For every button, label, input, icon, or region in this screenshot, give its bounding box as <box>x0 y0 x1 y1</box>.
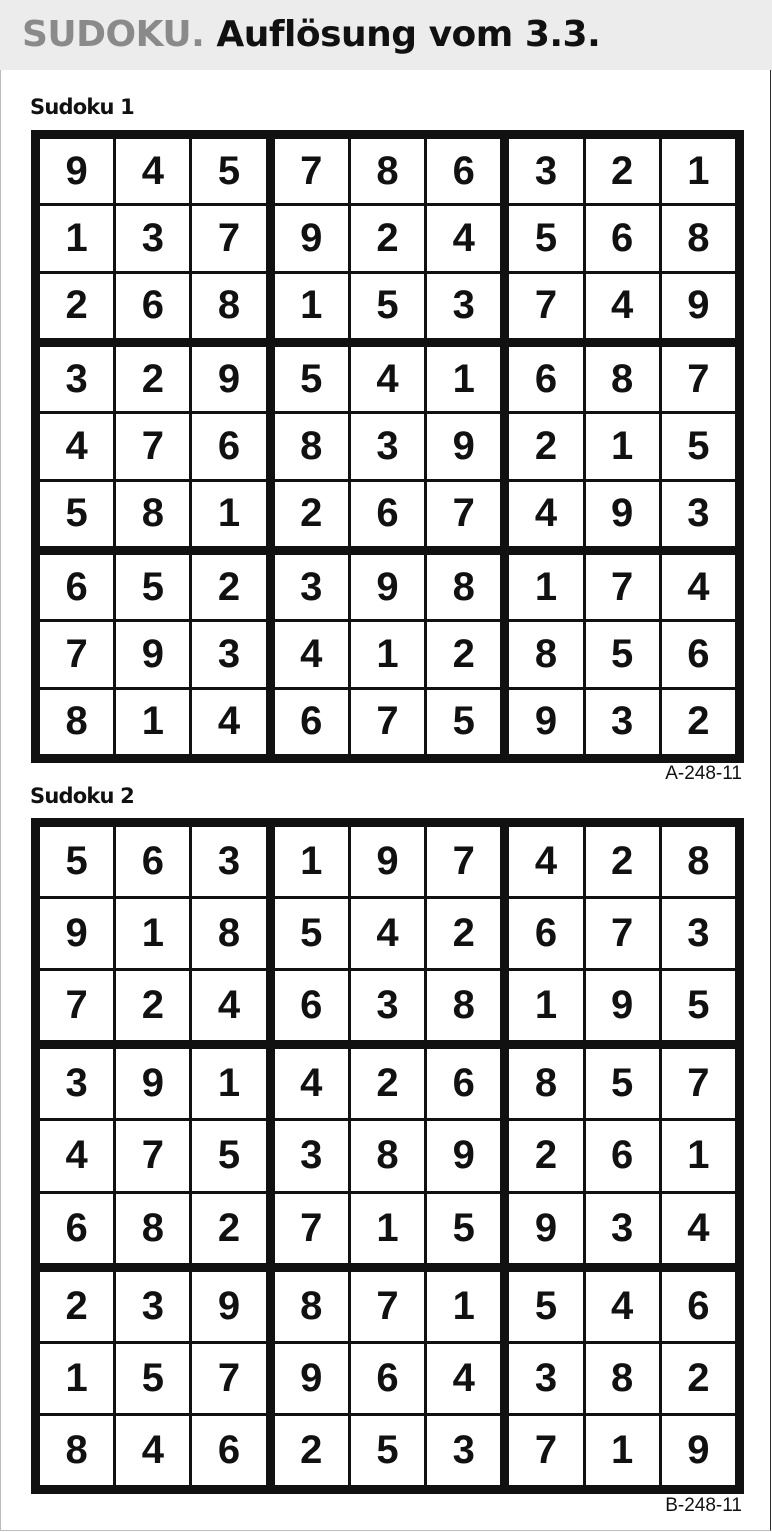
sudoku-cell: 2 <box>351 206 424 270</box>
sudoku-cell: 6 <box>192 414 265 478</box>
sudoku-cell: 5 <box>275 899 348 968</box>
sudoku-cell: 4 <box>40 1121 113 1190</box>
sudoku-cell: 9 <box>509 690 582 754</box>
sudoku-cell: 8 <box>427 971 500 1040</box>
sudoku-cell: 5 <box>662 414 735 478</box>
sudoku-cell: 7 <box>40 622 113 686</box>
sudoku-cell: 6 <box>427 1049 500 1118</box>
sudoku-cell: 7 <box>427 482 500 546</box>
sudoku-cell: 8 <box>40 690 113 754</box>
sudoku-cell: 4 <box>40 414 113 478</box>
sudoku-cell: 6 <box>509 347 582 411</box>
sudoku-cell: 4 <box>116 1416 189 1485</box>
sudoku-cell: 6 <box>116 827 189 896</box>
sudoku-cell: 3 <box>192 827 265 896</box>
sudoku-cell: 8 <box>509 622 582 686</box>
sudoku-cell: 6 <box>116 274 189 338</box>
sudoku-cell: 1 <box>662 139 735 203</box>
sudoku-cell: 7 <box>427 827 500 896</box>
sudoku-cell: 1 <box>586 414 659 478</box>
sudoku-cell: 2 <box>40 1272 113 1341</box>
sudoku-cell: 3 <box>116 206 189 270</box>
sudoku-cell: 5 <box>275 347 348 411</box>
sudoku-cell: 4 <box>192 971 265 1040</box>
sudoku-cell: 5 <box>351 1416 424 1485</box>
sudoku-cell: 8 <box>662 206 735 270</box>
sudoku-2-grid <box>31 818 744 1494</box>
sudoku-cell: 9 <box>275 1344 348 1413</box>
sudoku-cell: 1 <box>427 1272 500 1341</box>
sudoku-cell: 2 <box>116 347 189 411</box>
sudoku-cell: 6 <box>427 139 500 203</box>
sudoku-cell: 5 <box>116 555 189 619</box>
sudoku-cell: 7 <box>275 139 348 203</box>
sudoku-cell: 8 <box>427 555 500 619</box>
sudoku-2-code: B-248-11 <box>665 1495 742 1516</box>
sudoku-cell: 6 <box>586 1121 659 1190</box>
sudoku-cell: 5 <box>427 1194 500 1263</box>
sudoku-cell: 8 <box>351 1121 424 1190</box>
sudoku-cell: 6 <box>351 1344 424 1413</box>
header-bar <box>0 0 772 70</box>
sudoku-cell: 1 <box>275 827 348 896</box>
sudoku-cell: 9 <box>40 899 113 968</box>
page-title <box>22 12 600 58</box>
sudoku-cell: 2 <box>275 1416 348 1485</box>
sudoku-cell: 7 <box>116 414 189 478</box>
sudoku-cell: 1 <box>192 1049 265 1118</box>
sudoku-cell: 8 <box>116 482 189 546</box>
sudoku-cell: 5 <box>116 1344 189 1413</box>
sudoku-cell: 6 <box>662 1272 735 1341</box>
sudoku-cell: 7 <box>192 1344 265 1413</box>
sudoku-cell: 2 <box>192 555 265 619</box>
sudoku-cell: 3 <box>586 690 659 754</box>
sudoku-cell: 5 <box>40 827 113 896</box>
sudoku-cell: 4 <box>509 482 582 546</box>
sudoku-cell: 7 <box>662 1049 735 1118</box>
sudoku-cell: 4 <box>351 347 424 411</box>
sudoku-cell: 9 <box>116 622 189 686</box>
sudoku-cell: 1 <box>40 1344 113 1413</box>
sudoku-cell: 3 <box>509 139 582 203</box>
sudoku-cell: 6 <box>509 899 582 968</box>
solution-date-title: Auflösung vom 3.3. <box>216 14 601 55</box>
sudoku-cell: 8 <box>586 1344 659 1413</box>
sudoku-cell: 9 <box>116 1049 189 1118</box>
sudoku-cell: 5 <box>662 971 735 1040</box>
sudoku-cell: 9 <box>192 1272 265 1341</box>
sudoku-cell: 1 <box>116 690 189 754</box>
sudoku-cell: 7 <box>40 971 113 1040</box>
sudoku-1-grid <box>31 130 744 763</box>
sudoku-cell: 7 <box>586 555 659 619</box>
sudoku-cell: 1 <box>40 206 113 270</box>
sudoku-cell: 3 <box>427 274 500 338</box>
sudoku-cell: 5 <box>351 274 424 338</box>
sudoku-cell: 1 <box>275 274 348 338</box>
sudoku-cell: 4 <box>662 555 735 619</box>
sudoku-cell: 1 <box>427 347 500 411</box>
sudoku-cell: 1 <box>116 899 189 968</box>
sudoku-cell: 4 <box>192 690 265 754</box>
sudoku-cell: 4 <box>662 1194 735 1263</box>
sudoku-cell: 5 <box>509 1272 582 1341</box>
sudoku-cell: 9 <box>427 414 500 478</box>
sudoku-cell: 1 <box>509 971 582 1040</box>
sudoku-cell: 7 <box>192 206 265 270</box>
sudoku-cell: 2 <box>662 1344 735 1413</box>
sudoku-cell: 2 <box>192 1194 265 1263</box>
sudoku-cell: 1 <box>662 1121 735 1190</box>
sudoku-cell: 4 <box>427 206 500 270</box>
sudoku-cell: 8 <box>116 1194 189 1263</box>
sudoku-cell: 1 <box>586 1416 659 1485</box>
sudoku-cell: 9 <box>427 1121 500 1190</box>
sudoku-cell: 8 <box>192 899 265 968</box>
brand-title: SUDOKU. <box>22 14 205 55</box>
sudoku-cell: 9 <box>509 1194 582 1263</box>
sudoku-cell: 8 <box>40 1416 113 1485</box>
sudoku-cell: 6 <box>275 971 348 1040</box>
sudoku-cell: 2 <box>662 690 735 754</box>
sudoku-cell: 8 <box>275 414 348 478</box>
sudoku-cell: 8 <box>509 1049 582 1118</box>
sudoku-cell: 5 <box>192 1121 265 1190</box>
sudoku-cell: 9 <box>275 206 348 270</box>
sudoku-cell: 2 <box>586 827 659 896</box>
sudoku-cell: 6 <box>662 622 735 686</box>
sudoku-cell: 1 <box>192 482 265 546</box>
sudoku-cell: 6 <box>586 206 659 270</box>
sudoku-cell: 3 <box>509 1344 582 1413</box>
sudoku-cell: 4 <box>275 1049 348 1118</box>
sudoku-cell: 7 <box>116 1121 189 1190</box>
sudoku-cell: 5 <box>192 139 265 203</box>
sudoku-cell: 9 <box>192 347 265 411</box>
sudoku-cell: 7 <box>509 1416 582 1485</box>
sudoku-cell: 4 <box>116 139 189 203</box>
sudoku-cell: 7 <box>586 899 659 968</box>
sudoku-cell: 5 <box>586 622 659 686</box>
sudoku-cell: 5 <box>427 690 500 754</box>
sudoku-cell: 5 <box>586 1049 659 1118</box>
sudoku-cell: 9 <box>662 1416 735 1485</box>
sudoku-cell: 2 <box>509 414 582 478</box>
sudoku-cell: 1 <box>351 622 424 686</box>
sudoku-cell: 6 <box>351 482 424 546</box>
sudoku-cell: 9 <box>351 555 424 619</box>
sudoku-cell: 4 <box>509 827 582 896</box>
sudoku-cell: 2 <box>116 971 189 1040</box>
sudoku-cell: 2 <box>427 622 500 686</box>
sudoku-cell: 1 <box>351 1194 424 1263</box>
sudoku-cell: 5 <box>509 206 582 270</box>
sudoku-cell: 8 <box>662 827 735 896</box>
sudoku-cell: 3 <box>275 555 348 619</box>
sudoku-2-label: Sudoku 2 <box>30 784 134 808</box>
sudoku-cell: 3 <box>116 1272 189 1341</box>
sudoku-cell: 5 <box>40 482 113 546</box>
sudoku-cell: 3 <box>586 1194 659 1263</box>
sudoku-cell: 9 <box>40 139 113 203</box>
sudoku-cell: 8 <box>586 347 659 411</box>
sudoku-cell: 2 <box>40 274 113 338</box>
sudoku-cell: 4 <box>427 1344 500 1413</box>
sudoku-cell: 1 <box>509 555 582 619</box>
sudoku-cell: 4 <box>586 274 659 338</box>
sudoku-cell: 2 <box>275 482 348 546</box>
sudoku-cell: 4 <box>275 622 348 686</box>
sudoku-1-label: Sudoku 1 <box>30 95 134 119</box>
sudoku-cell: 9 <box>586 971 659 1040</box>
sudoku-cell: 4 <box>586 1272 659 1341</box>
sudoku-cell: 3 <box>40 1049 113 1118</box>
sudoku-cell: 3 <box>275 1121 348 1190</box>
sudoku-cell: 7 <box>351 1272 424 1341</box>
sudoku-cell: 3 <box>662 482 735 546</box>
sudoku-cell: 6 <box>40 1194 113 1263</box>
sudoku-cell: 9 <box>586 482 659 546</box>
sudoku-cell: 3 <box>40 347 113 411</box>
sudoku-cell: 2 <box>586 139 659 203</box>
sudoku-cell: 3 <box>351 414 424 478</box>
sudoku-cell: 8 <box>351 139 424 203</box>
sudoku-cell: 3 <box>351 971 424 1040</box>
sudoku-cell: 7 <box>275 1194 348 1263</box>
sudoku-cell: 4 <box>351 899 424 968</box>
sudoku-cell: 7 <box>509 274 582 338</box>
sudoku-cell: 6 <box>40 555 113 619</box>
sudoku-cell: 6 <box>192 1416 265 1485</box>
sudoku-1-code: A-248-11 <box>665 763 742 784</box>
sudoku-cell: 6 <box>275 690 348 754</box>
sudoku-cell: 3 <box>662 899 735 968</box>
sudoku-cell: 7 <box>351 690 424 754</box>
sudoku-cell: 2 <box>509 1121 582 1190</box>
sudoku-cell: 9 <box>662 274 735 338</box>
sudoku-cell: 3 <box>192 622 265 686</box>
sudoku-cell: 8 <box>192 274 265 338</box>
sudoku-cell: 3 <box>427 1416 500 1485</box>
sudoku-cell: 8 <box>275 1272 348 1341</box>
sudoku-cell: 7 <box>662 347 735 411</box>
sudoku-cell: 9 <box>351 827 424 896</box>
sudoku-cell: 2 <box>351 1049 424 1118</box>
sudoku-cell: 2 <box>427 899 500 968</box>
